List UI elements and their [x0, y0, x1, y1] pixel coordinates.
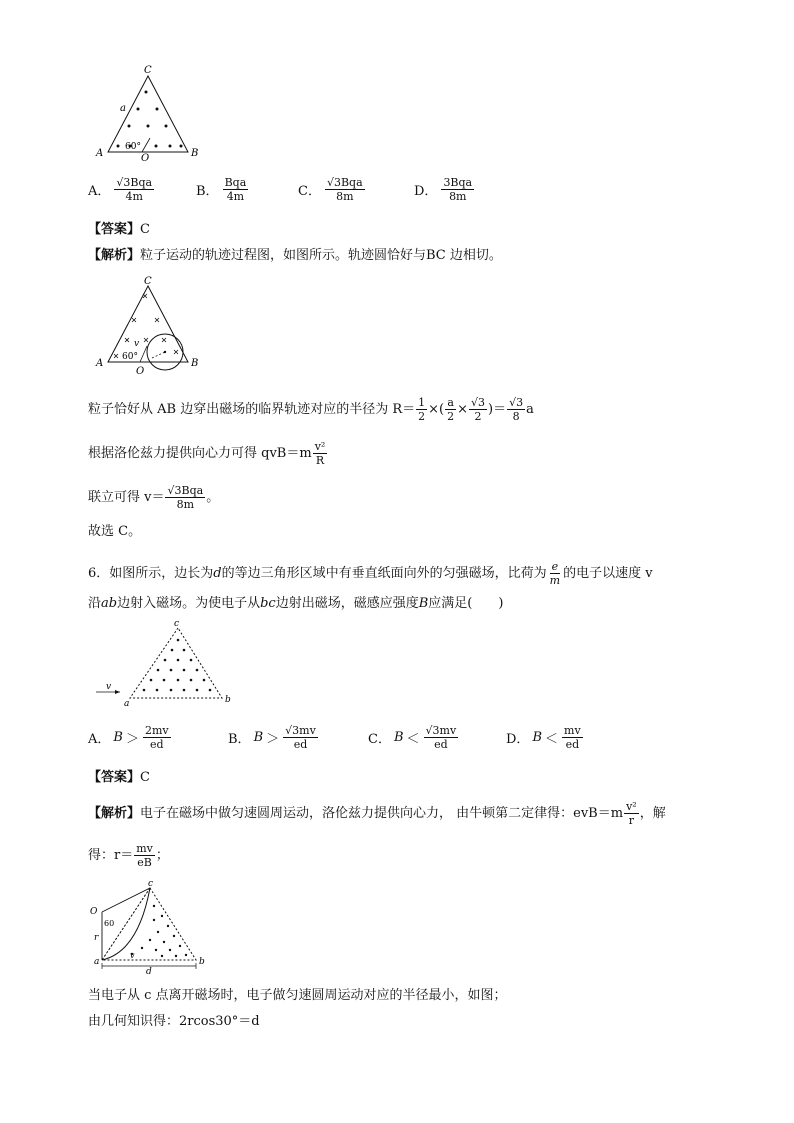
option-fraction [424, 724, 459, 751]
text: )＝ [488, 402, 507, 417]
q5-conclusion: 故选 C。 [88, 524, 142, 539]
fraction [624, 800, 639, 827]
option-letter: C． [298, 184, 321, 199]
text: 。 [206, 490, 220, 505]
fraction-numerator: v² [314, 440, 326, 453]
q6-option-a[interactable] [88, 724, 172, 751]
fraction-numerator: a [447, 396, 454, 409]
answer-tag: 【答案】 [88, 770, 141, 785]
q5-option-b[interactable] [196, 176, 249, 203]
option-letter: A． [88, 184, 111, 199]
fraction-denominator: 2 [418, 410, 426, 423]
fraction-numerator: Bqa [224, 176, 247, 189]
fraction-denominator: ed [565, 738, 580, 751]
label-v: v [134, 339, 140, 349]
q5-option-a[interactable] [88, 176, 155, 203]
fraction [548, 560, 562, 587]
analysis-text: 粒子运动的轨迹过程图，如图所示。轨迹圆恰好与BC 边相切。 [140, 248, 502, 263]
q5-option-c[interactable] [298, 176, 366, 203]
label-b: b [199, 957, 205, 967]
fraction-numerator: mv [564, 724, 581, 737]
text: 根据洛伦兹力提供向心力可得 qvB＝m [88, 446, 312, 461]
text: 联立可得 v＝ [88, 490, 165, 505]
text: ； [155, 848, 169, 863]
text: bc [260, 596, 276, 611]
option-fraction [223, 176, 249, 203]
option-fraction [562, 724, 583, 751]
answer-tag: 【答案】 [88, 222, 141, 237]
label-B: B [191, 148, 199, 159]
fraction-denominator: ed [434, 738, 448, 751]
option-fraction [441, 176, 474, 203]
q6-line1: 当电子从 c 点离开磁场时，电子做匀速圆周运动对应的半径最小，如图； [88, 988, 507, 1003]
option-relation: ＞ [266, 732, 280, 747]
fraction-denominator: eB [137, 856, 152, 869]
q6-option-d[interactable] [506, 724, 584, 751]
text: 的等边三角形区域中有垂直纸面向外的匀强磁场，比荷为 [221, 566, 547, 581]
option-variable: B [393, 730, 404, 745]
text: a [526, 402, 534, 417]
q5-answer [88, 220, 150, 240]
label-C: C [144, 65, 152, 76]
fraction-denominator: ed [293, 738, 308, 751]
fraction [165, 484, 205, 511]
fraction-denominator: 8m [336, 190, 354, 203]
q5-line-radius [88, 396, 534, 423]
label-c: c [148, 879, 154, 889]
q5-line-combine [88, 484, 219, 511]
fraction-denominator: 4m [125, 190, 143, 203]
text: ab [101, 596, 118, 611]
option-variable: B [532, 730, 542, 745]
fraction-denominator: 2 [447, 410, 455, 423]
fraction-numerator: √3Bqa [326, 176, 363, 189]
text: 粒子恰好从 AB 边穿出磁场的临界轨迹对应的半径为 R＝ [88, 402, 416, 417]
fraction-denominator: 8m [176, 498, 195, 511]
option-letter: B． [228, 732, 251, 747]
fraction-numerator: 3Bqa [443, 176, 473, 189]
label-r: r [94, 933, 99, 943]
fraction-numerator: 2mv [144, 724, 169, 737]
label-C: C [144, 276, 152, 287]
label-b: b [225, 695, 231, 705]
option-letter: B． [196, 184, 219, 199]
q5-figure-trajectory [92, 276, 212, 378]
analysis-text: 电子在磁场中做匀速圆周运动，洛伦兹力提供向心力， 由牛顿第二定律得：evB＝m [140, 806, 624, 821]
fraction-denominator: R [315, 454, 325, 467]
fraction-denominator: 2 [474, 410, 482, 423]
option-letter: D． [414, 184, 438, 199]
q6-stem-line2 [88, 594, 503, 614]
option-variable: B [253, 730, 264, 745]
fraction-numerator: √3Bqa [167, 484, 204, 497]
q6-option-b[interactable] [228, 724, 319, 751]
fraction-numerator: 1 [418, 396, 426, 409]
fraction [469, 396, 487, 423]
fraction [445, 396, 456, 423]
q5-line-lorentz [88, 440, 328, 467]
q6-option-c[interactable] [368, 724, 459, 751]
option-fraction [325, 176, 365, 203]
option-relation: ＜ [406, 732, 420, 747]
q5-option-d[interactable] [414, 176, 475, 203]
option-relation: ＞ [125, 732, 139, 747]
option-fraction [143, 724, 171, 751]
fraction-denominator: r [628, 814, 635, 827]
option-letter: D． [506, 732, 530, 747]
label-v: v [106, 682, 112, 692]
option-variable: B [113, 730, 123, 745]
answer-value: C [140, 770, 150, 785]
text: ×( [428, 402, 445, 417]
fraction-numerator: √3 [509, 396, 524, 409]
label-angle: 60° [122, 352, 138, 362]
text: 6．如图所示，边长为 [88, 566, 214, 581]
fraction [313, 440, 328, 467]
analysis-tag: 【解析】 [88, 248, 141, 263]
q5-analysis [88, 246, 502, 266]
option-letter: C． [368, 732, 391, 747]
text: B [418, 596, 429, 611]
fraction-numerator: v² [626, 800, 637, 813]
label-angle: 60° [125, 142, 141, 152]
label-a: a [94, 957, 100, 967]
label-c: c [174, 620, 180, 629]
text: 得：r＝ [88, 848, 134, 863]
text: 沿 [88, 596, 102, 611]
text: d [213, 566, 222, 581]
fraction [134, 842, 155, 869]
label-O: O [136, 366, 145, 377]
option-relation: ＜ [545, 732, 559, 747]
q6-answer [88, 768, 150, 788]
analysis-tag: 【解析】 [88, 806, 141, 821]
answer-value: C [140, 222, 150, 237]
text: ，解 [639, 806, 666, 821]
option-letter: A． [88, 732, 111, 747]
fraction [507, 396, 525, 423]
fraction [416, 396, 427, 423]
label-d: d [146, 967, 152, 974]
fraction-numerator: √3mv [285, 724, 316, 737]
fraction-denominator: ed [150, 738, 164, 751]
fraction-denominator: 8m [449, 190, 467, 203]
fraction-denominator: 8 [512, 410, 520, 423]
text: 边射入磁场。为使电子从 [117, 596, 261, 611]
label-A: A [96, 358, 104, 369]
option-fraction [283, 724, 318, 751]
text: × [457, 402, 469, 417]
option-fraction [114, 176, 154, 203]
label-a: a [124, 699, 130, 709]
fraction-numerator: √3mv [425, 724, 457, 737]
text: 应满足( ) [428, 596, 504, 611]
q6-line2: 由几何知识得：2rcos30°＝d [88, 1014, 260, 1029]
label-B: B [191, 358, 199, 369]
label-angle: 60 [104, 919, 115, 928]
q6-figure-solution [88, 878, 218, 974]
fraction-numerator: √3 [471, 396, 486, 409]
q6-stem-line1 [88, 560, 653, 587]
label-a: a [120, 103, 126, 114]
label-v: v [130, 951, 135, 960]
text: 的电子以速度 v [563, 566, 653, 581]
fraction-numerator: mv [136, 842, 153, 855]
text: 边射出磁场，磁感应强度 [275, 596, 419, 611]
fraction-numerator: √3Bqa [116, 176, 153, 189]
label-O: O [141, 153, 150, 164]
q6-analysis [88, 800, 666, 827]
label-O: O [90, 907, 98, 917]
label-A: A [96, 148, 104, 159]
q6-solve [88, 842, 169, 869]
fraction-numerator: e [551, 560, 559, 573]
q6-figure-field [92, 620, 242, 710]
fraction-denominator: m [549, 574, 561, 587]
q5-figure-field [92, 64, 212, 164]
fraction-denominator: 4m [226, 190, 245, 203]
